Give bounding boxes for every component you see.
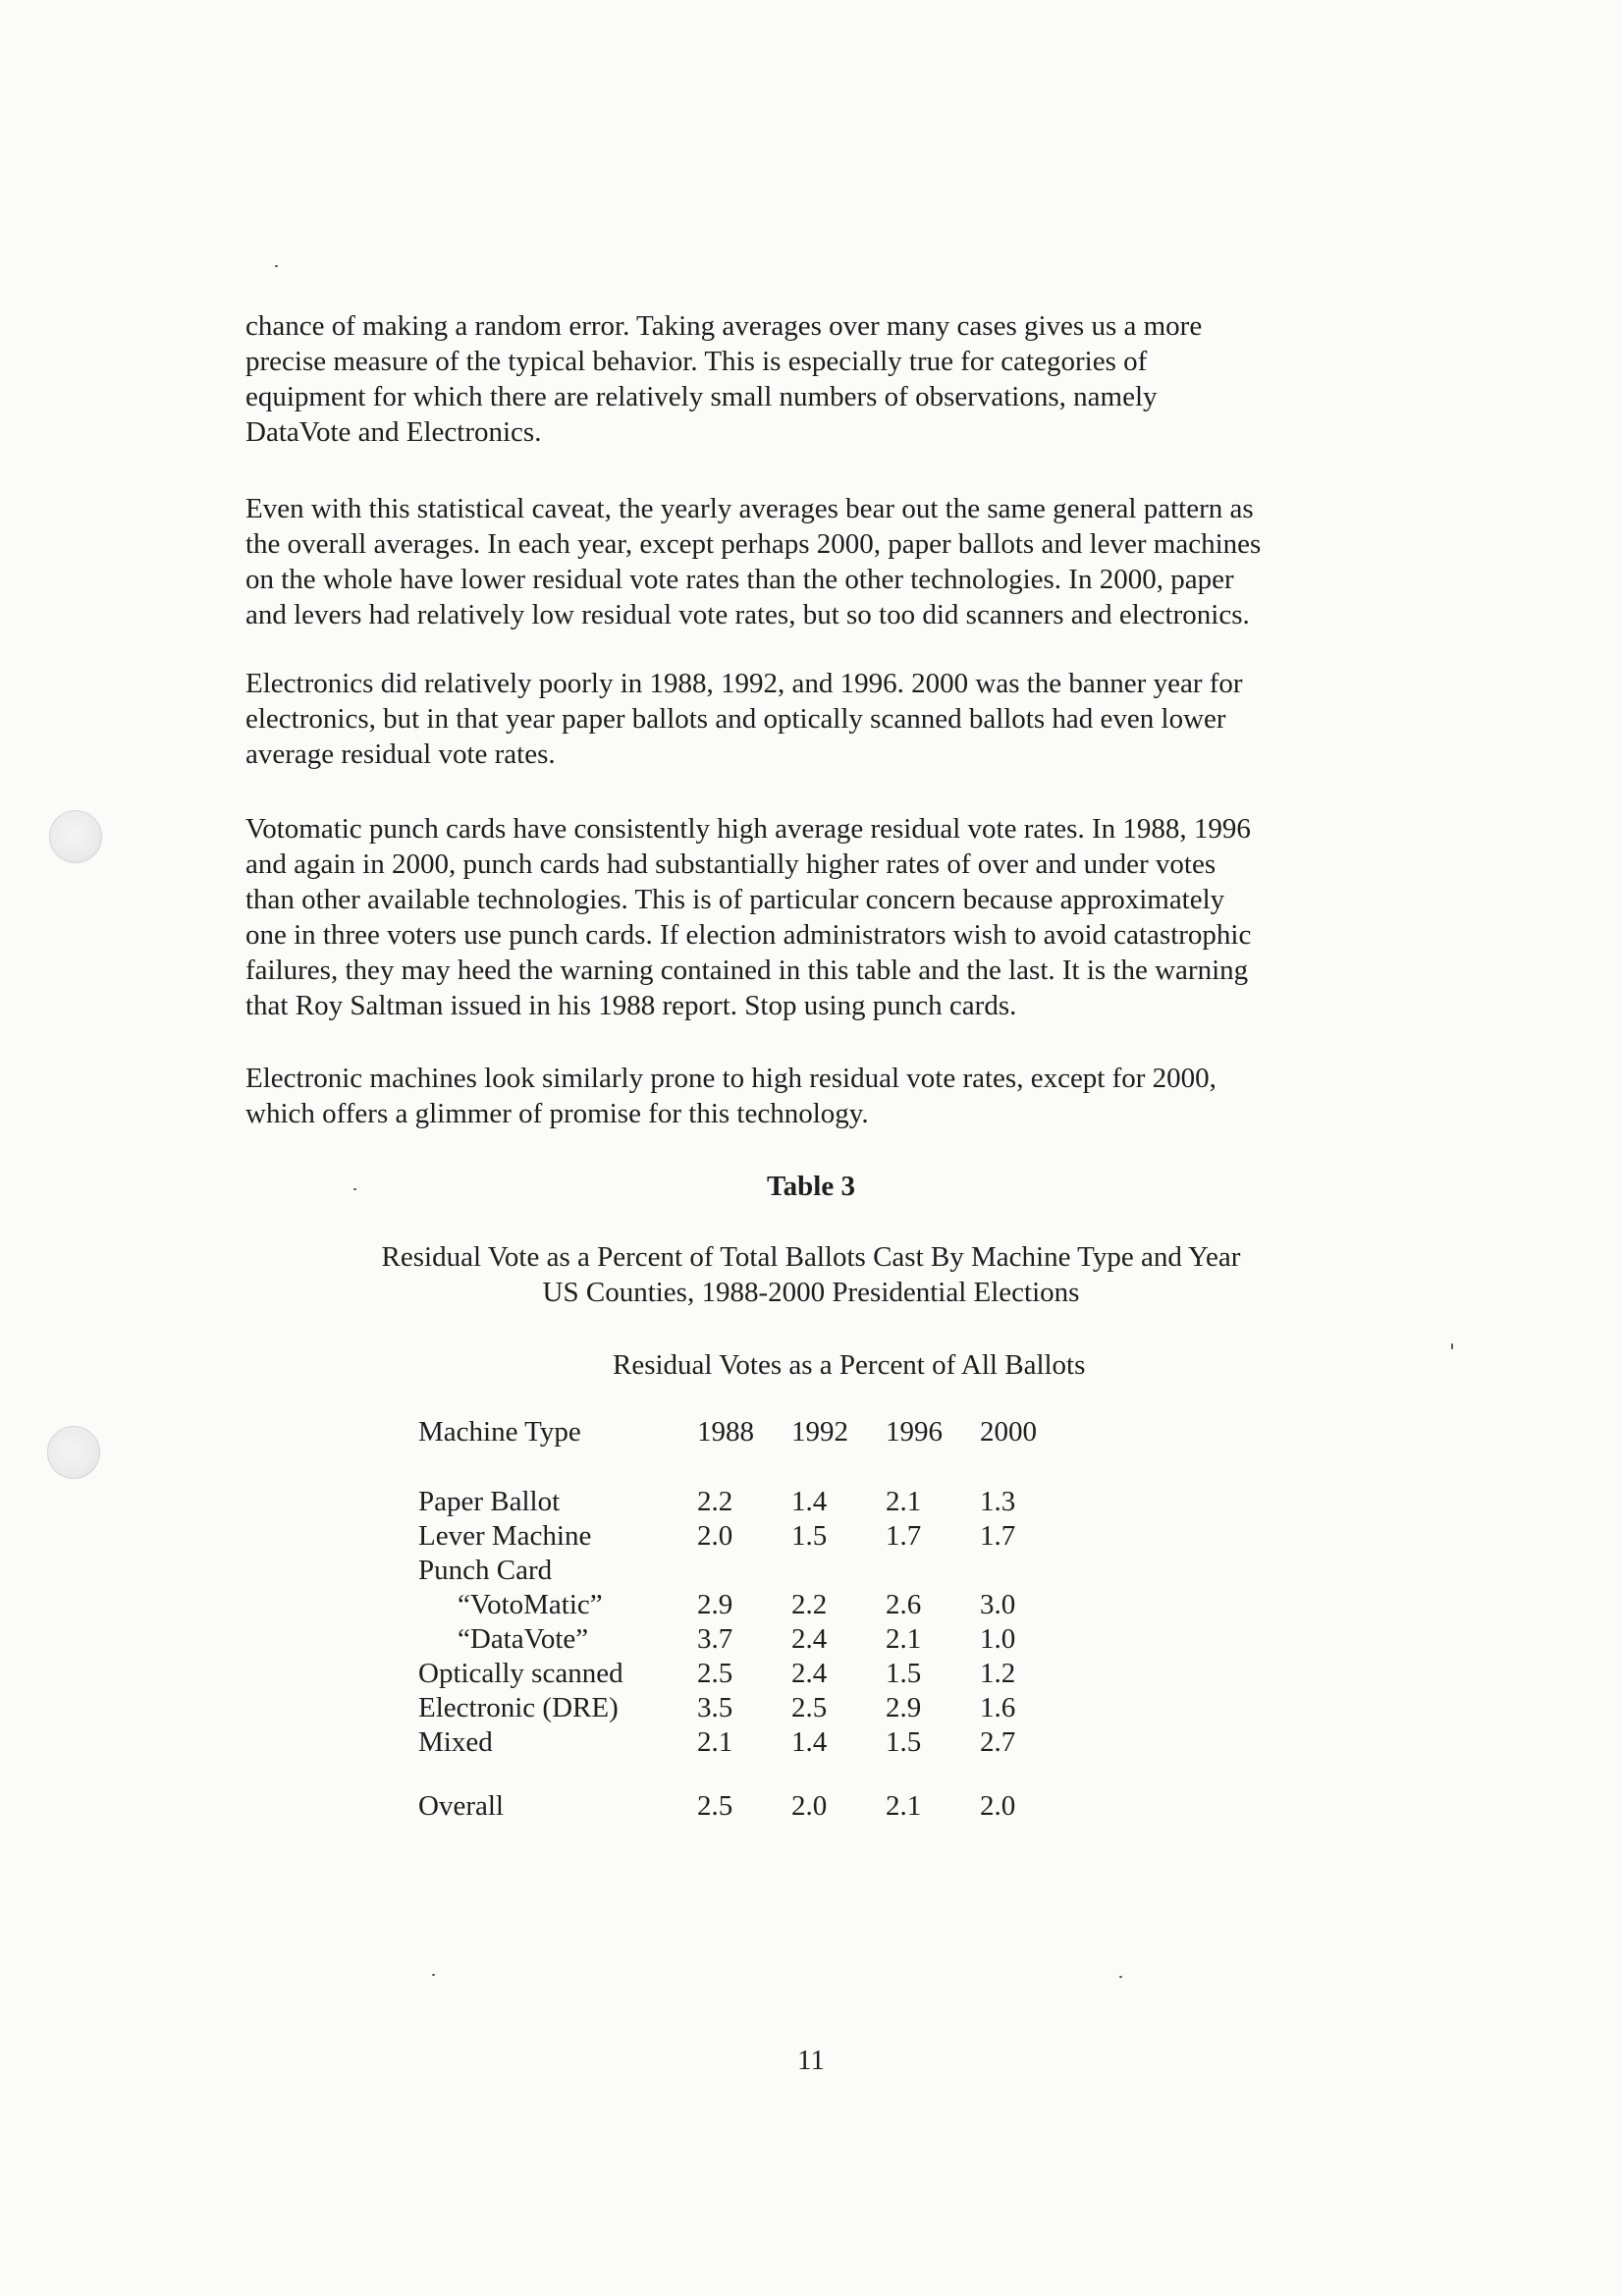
table-spacer — [418, 1760, 1074, 1789]
table-row — [418, 1657, 1074, 1691]
table-row — [418, 1588, 1074, 1622]
table-cell: 2.6 — [886, 1589, 922, 1620]
table-caption-line: Residual Vote as a Percent of Total Ballots Cast By Machine Type and Year — [381, 1241, 1241, 1273]
column-header: 1996 — [886, 1415, 943, 1448]
table-cell: 2.1 — [886, 1486, 922, 1517]
scan-speck — [1451, 1343, 1453, 1349]
column-header: 1988 — [697, 1415, 754, 1448]
table-cell: 2.1 — [697, 1726, 733, 1758]
table-row — [418, 1725, 1074, 1760]
table-cell: 2.4 — [791, 1658, 828, 1689]
table-cell: 2.5 — [697, 1658, 733, 1689]
table-cell: 1.2 — [980, 1658, 1016, 1689]
row-label: Overall — [418, 1790, 504, 1822]
table-cell: 2.7 — [980, 1726, 1016, 1758]
text-line: Electronics did relatively poorly in 1988, 1992, and 1996. 2000 was the banner year for — [245, 668, 1243, 699]
scan-speck — [1119, 1976, 1122, 1978]
table-cell: 2.5 — [791, 1692, 828, 1723]
text-line: average residual vote rates. — [245, 738, 556, 770]
text-line: and again in 2000, punch cards had substantially higher rates of over and under votes — [245, 848, 1216, 880]
table-cell: 1.0 — [980, 1623, 1016, 1655]
table-cell: 1.7 — [886, 1520, 922, 1552]
table-cell — [697, 1554, 791, 1588]
text-line: which offers a glimmer of promise for this technology. — [245, 1098, 869, 1129]
table-cell: 1.6 — [980, 1692, 1016, 1723]
text-line: on the whole have lower residual vote rates than the other technologies. In 2000, paper — [245, 564, 1234, 595]
table-cell: 1.5 — [886, 1726, 922, 1758]
table-cell: 1.5 — [791, 1520, 828, 1552]
text-line: equipment for which there are relatively small numbers of observations, namely — [245, 381, 1158, 412]
text-line: the overall averages. In each year, except perhaps 2000, paper ballots and lever machines — [245, 528, 1262, 560]
row-label: “VotoMatic” — [458, 1589, 603, 1620]
table-cell: 3.0 — [980, 1589, 1016, 1620]
text-line: precise measure of the typical behavior. This is especially true for categories of — [245, 346, 1148, 377]
row-label: Lever Machine — [418, 1520, 592, 1552]
table-cell: 3.5 — [697, 1692, 733, 1723]
table-header-row — [418, 1412, 1074, 1451]
table-cell: 2.2 — [697, 1486, 733, 1517]
punch-hole-mark — [49, 810, 102, 863]
page-number: 11 — [797, 2045, 825, 2076]
paragraph-3 — [245, 666, 1365, 772]
row-label: Paper Ballot — [418, 1486, 561, 1517]
table-number: Table 3 — [767, 1171, 855, 1202]
table-cell: 2.9 — [697, 1589, 733, 1620]
column-header: Machine Type — [418, 1415, 581, 1448]
scan-speck — [432, 1974, 435, 1976]
row-label: Mixed — [418, 1726, 493, 1758]
table-row — [418, 1485, 1074, 1519]
table-cell: 1.7 — [980, 1520, 1016, 1552]
paragraph-2 — [245, 491, 1365, 632]
text-line: Electronic machines look similarly prone to high residual vote rates, except for 2000, — [245, 1063, 1216, 1094]
punch-hole-mark — [47, 1426, 100, 1479]
text-line: DataVote and Electronics. — [245, 416, 542, 448]
table-row — [418, 1622, 1074, 1657]
column-header: 1992 — [791, 1415, 848, 1448]
row-label: Punch Card — [418, 1555, 553, 1586]
table-cell — [791, 1554, 886, 1588]
text-line: Even with this statistical caveat, the yearly averages bear out the same general pattern as — [245, 493, 1254, 524]
paragraph-5 — [245, 1061, 1365, 1131]
table-cell: 1.5 — [886, 1658, 922, 1689]
column-header: 2000 — [980, 1415, 1037, 1448]
table-caption — [0, 1239, 1622, 1310]
row-label: Optically scanned — [418, 1658, 623, 1689]
table-cell — [886, 1554, 980, 1588]
scan-speck — [275, 265, 278, 267]
table-cell: 1.4 — [791, 1726, 828, 1758]
text-line: electronics, but in that year paper ballots and optically scanned ballots had even lower — [245, 703, 1226, 735]
table-cell: 2.0 — [697, 1520, 733, 1552]
table-cell: 2.1 — [886, 1623, 922, 1655]
table-row-overall — [418, 1789, 1074, 1824]
table-row — [418, 1519, 1074, 1554]
table-cell: 2.9 — [886, 1692, 922, 1723]
text-line: failures, they may heed the warning contained in this table and the last. It is the warning — [245, 955, 1249, 986]
table-cell: 3.7 — [697, 1623, 733, 1655]
row-label: Electronic (DRE) — [418, 1692, 619, 1723]
table-cell: 2.0 — [791, 1790, 828, 1822]
table-cell: 1.3 — [980, 1486, 1016, 1517]
table-spacer — [418, 1451, 1074, 1485]
text-line: than other available technologies. This is of particular concern because approximately — [245, 884, 1225, 915]
text-line: one in three voters use punch cards. If election administrators wish to avoid catastrophic — [245, 919, 1252, 951]
table-cell: 2.5 — [697, 1790, 733, 1822]
text-line: chance of making a random error. Taking averages over many cases gives us a more — [245, 310, 1203, 342]
text-line: that Roy Saltman issued in his 1988 report. Stop using punch cards. — [245, 990, 1017, 1021]
row-label: “DataVote” — [458, 1623, 589, 1655]
table-row — [418, 1554, 1074, 1588]
paragraph-4 — [245, 811, 1365, 1023]
table-cell — [980, 1554, 1074, 1588]
residual-vote-table — [418, 1412, 1074, 1824]
table-cell: 1.4 — [791, 1486, 828, 1517]
paragraph-1 — [245, 308, 1365, 450]
text-line: Votomatic punch cards have consistently high average residual vote rates. In 1988, 1996 — [245, 813, 1251, 845]
table-cell: 2.0 — [980, 1790, 1016, 1822]
table-row — [418, 1691, 1074, 1725]
text-line: and levers had relatively low residual vote rates, but so too did scanners and electronics. — [245, 599, 1250, 630]
table-caption-line: US Counties, 1988-2000 Presidential Elections — [542, 1277, 1080, 1308]
table-cell: 2.4 — [791, 1623, 828, 1655]
table-cell: 2.1 — [886, 1790, 922, 1822]
table-subtitle: Residual Votes as a Percent of All Ballots — [613, 1349, 1086, 1381]
table-cell: 2.2 — [791, 1589, 828, 1620]
